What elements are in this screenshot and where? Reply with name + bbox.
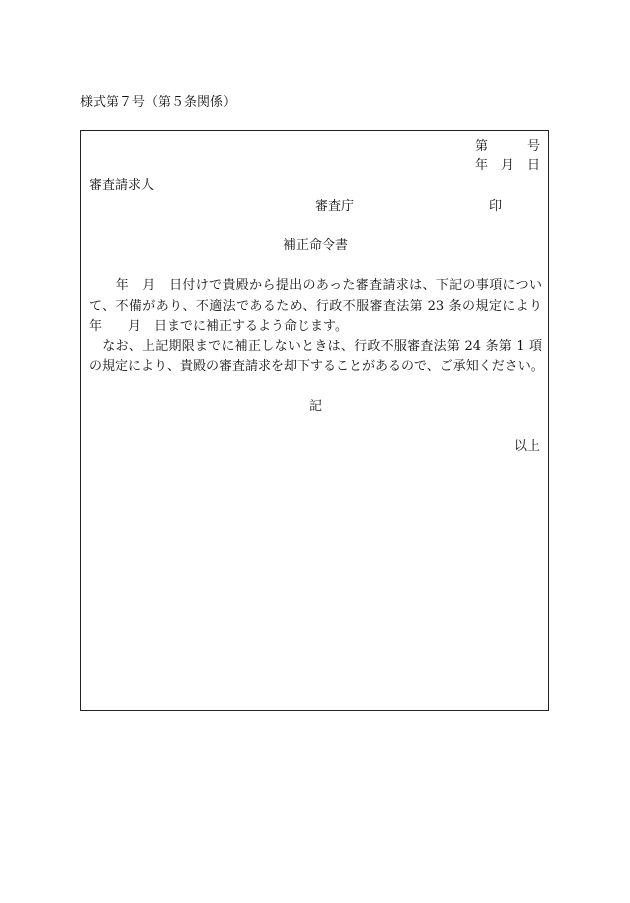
- paragraph1-line2: て、不備があり、不適法であるため、行政不服審査法第 23 条の規定により: [89, 299, 542, 314]
- form-number-heading: 様式第７号（第５条関係）: [80, 95, 237, 110]
- document-title: 補正命令書: [282, 238, 348, 253]
- ijo-closing: 以上: [513, 439, 540, 454]
- document-date-line: 年 月 日: [474, 158, 540, 173]
- paragraph1-line3: 年 月 日までに補正するよう命じます。: [89, 319, 348, 334]
- addressee-label: 審査請求人: [89, 178, 155, 193]
- seal-mark: 印: [489, 199, 503, 214]
- ki-heading: 記: [308, 399, 322, 414]
- issuer-label: 審査庁: [315, 199, 355, 214]
- correction-order-form: [80, 130, 549, 711]
- paragraph2-line1: なお、上記期限までに補正しないときは、行政不服審査法第 24 条第 1 項: [89, 339, 542, 354]
- paragraph1-line1: 年 月 日付けで貴殿から提出のあった審査請求は、下記の事項につい: [89, 278, 542, 293]
- document-number-line: 第 号: [474, 139, 540, 154]
- paragraph2-line2: の規定により、貴殿の審査請求を却下することがあるので、ご承知ください。: [89, 359, 544, 374]
